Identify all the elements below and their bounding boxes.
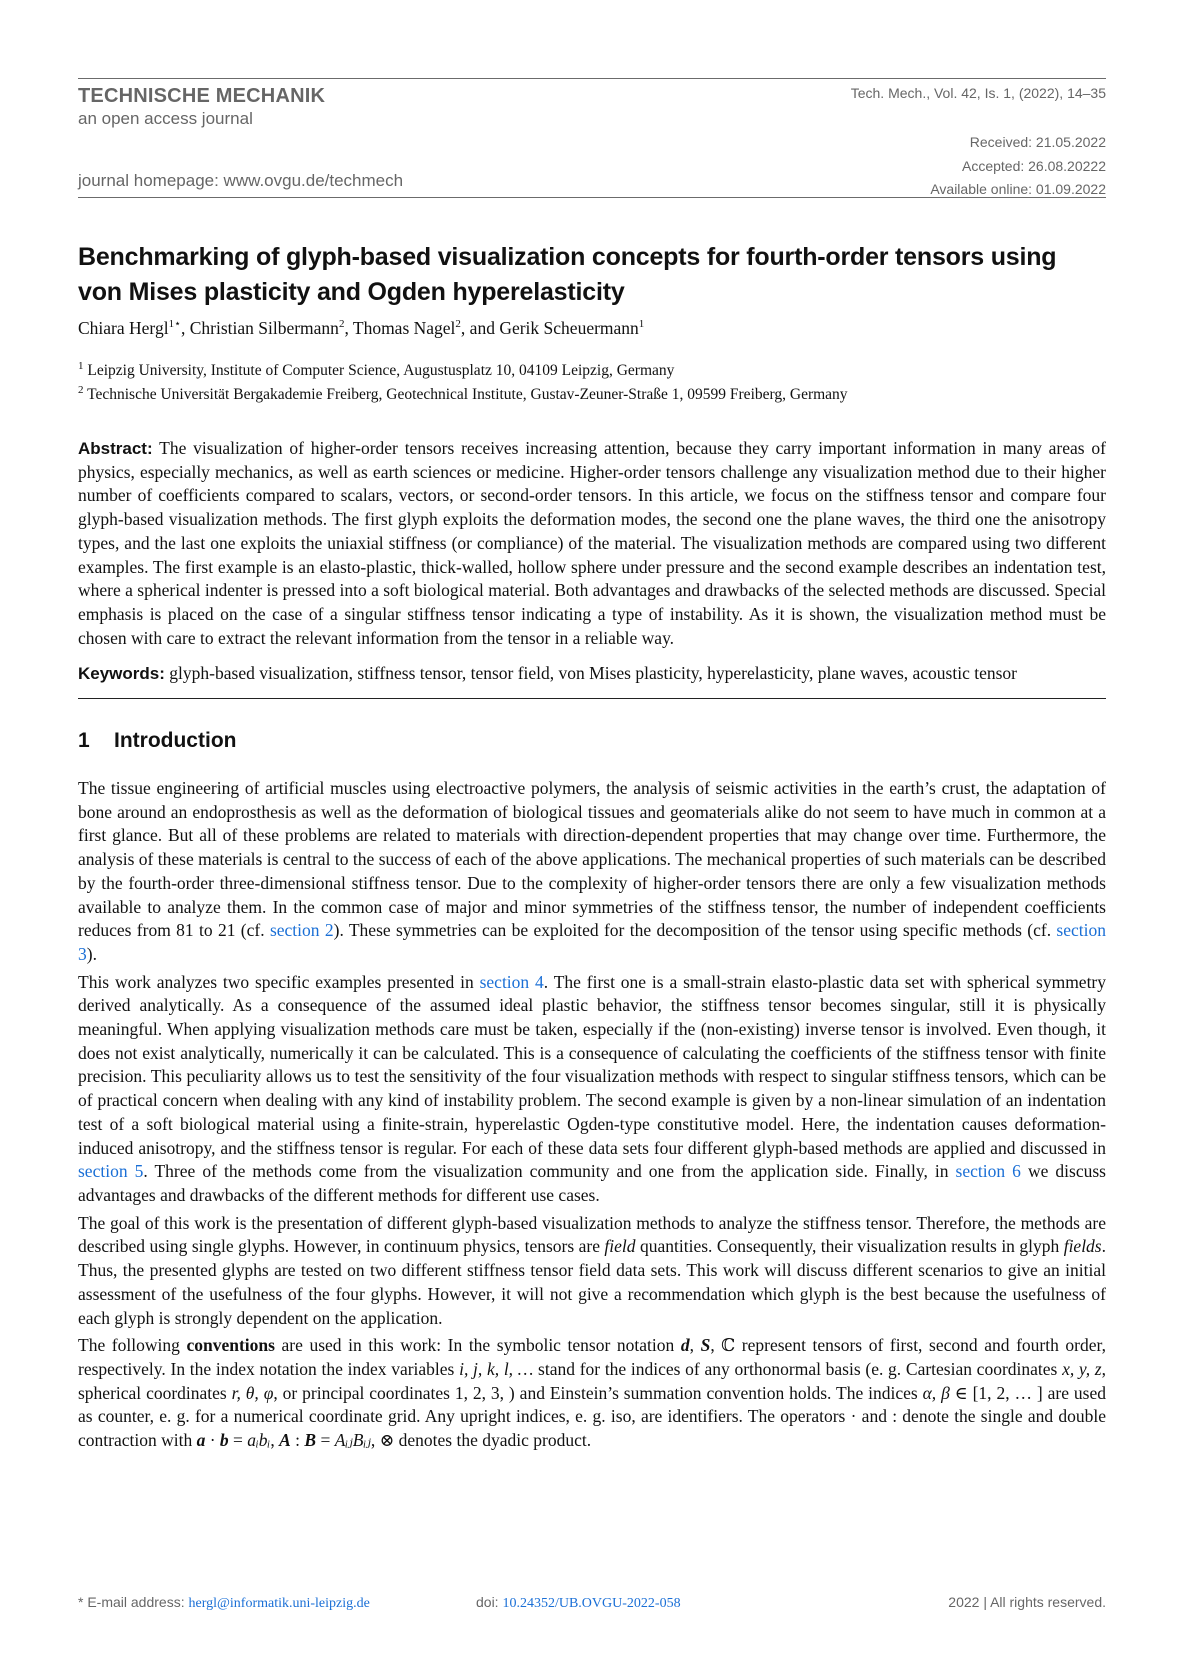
affiliations <box>78 359 1106 407</box>
abstract-text: The visualization of higher-order tensors receives increasing attention, because they carry important information in many areas of physics, especially mechanics, as well as earth sciences or medicine. Higher-order tensors challenge any visualization method due to their higher number of coefficients compared to scalars, vectors, or second-order tensors. In this article, we focus on the stiffness tensor and compare four glyph-based visualization methods. The first glyph exploits the deformation modes, the second one the plane waves, the third one the anisotropy types, and the last one exploits the uniaxial stiffness (or compliance) of the material. The visualization methods are compared using two different examples. The first example is an elasto-plastic, thick-walled, hollow sphere under pressure and the second example describes an indentation test, where a spherical indenter is pressed into a soft biological material. Both advantages and drawbacks of the selected methods are discussed. Special emphasis is placed on the case of a singular stiffness tensor indicating a type of instability. As it is shown, the visualization method must be chosen with care to extract the relevant information from the tensor in a reliable way. <box>78 438 1106 648</box>
section-link[interactable]: section 6 <box>955 1161 1021 1182</box>
email-link[interactable]: hergl@informatik.uni-leipzig.de <box>188 1596 370 1611</box>
abstract <box>78 437 1106 650</box>
section-link[interactable]: section 4 <box>479 971 544 992</box>
received-date: Received: 21.05.2022 <box>969 134 1106 150</box>
available-online-date: Available online: 01.09.2022 <box>930 181 1106 197</box>
section-heading-introduction <box>78 729 1106 753</box>
accepted-date: Accepted: 26.08.20222 <box>961 157 1106 174</box>
article-title: Benchmarking of glyph-based visualization concepts for fourth-order tensors using von Mises plasticity and Ogden hyperelasticity <box>78 243 1057 306</box>
article-page <box>78 78 1106 1453</box>
corresponding-star-icon: ⋆ <box>174 318 181 331</box>
journal-header <box>78 78 1106 198</box>
keywords-text: glyph-based visualization, stiffness tensor, tensor field, von Mises plasticity, hyperelasticity, plane waves, acoustic tensor <box>169 663 1017 684</box>
affiliation: $^2$ Technische Universität Bergakademie Freiberg, Geotechnical Institute, Gustav-Zeuner-Straße 1, 09599 Freiberg, Germany <box>78 383 848 403</box>
footer-email: * E-mail address: hergl@informatik.uni-leipzig.de <box>78 1594 370 1611</box>
section-number: 1 <box>78 729 90 753</box>
author-list: Chiara Hergl$^{1⋆}$, Christian Silbermann$^2$, Thomas Nagel$^2$, and Gerik Scheuermann$^1$ <box>78 318 645 338</box>
paragraph-conventions: The following conventions are used in this work: In the symbolic tensor notation d, S, ℂ represent tensors of first, second and fourth order, respectively. In the index notation the index variables i, j, k, l, … stand for the indices of any orthonormal basis (e. g. Cartesian coordinates x, y, z, spherical coordinates r, θ, φ, or principal coordinates 1, 2, 3, ) and Einstein’s summation convention holds. The indices α, β ∈ [1, 2, … ] are used as counter, e. g. for a numerical coordinate grid. Any upright indices, e. g. iso, are identifiers. The operators · and : denote the single and double contraction with a · b = aᵢbᵢ, A : B = AᵢⱼBᵢⱼ, ⊗ denotes the dyadic product. <box>78 1335 1107 1451</box>
section-title: Introduction <box>114 729 237 753</box>
journal-homepage[interactable]: journal homepage: www.ovgu.de/techmech <box>78 171 404 190</box>
abstract-label: Abstract: <box>78 439 153 458</box>
author-affiliation-mark: 2 <box>455 318 461 331</box>
paragraph: The goal of this work is the presentation of different glyph-based visualization methods to analyze the stiffness tensor. Therefore, the methods are described using single glyphs. However, in continuum physics, tensors are field quantities. Consequently, their visualization results in glyph fields. Thus, the presented glyphs are tested on two different stiffness tensor field data sets. This work will discuss different scenarios to give an initial assessment of the usefulness of the four glyphs. However, it will not give a recommendation which glyph is the best because the usefulness of each glyph is strongly dependent on the application. <box>78 1212 1106 1328</box>
journal-name: TECHNISCHE MECHANIK <box>78 85 326 107</box>
paragraph: This work analyzes two specific examples presented in section 4. The first one is a small-strain elasto-plastic data set with spherical symmetry derived analytically. As a consequence of the assumed ideal plastic behavior, the stiffness tensor becomes singular, still it is physically meaningful. When applying visualization methods care must be taken, especially if the (non-existing) inverse tensor is involved. Even though, it does not exist analytically, numerically it can be calculated. This is a consequence of calculating the coefficients of the stiffness tensor with finite precision. This peculiarity allows us to test the sensitivity of the four visualization methods with respect to singular stiffness tensors, which can be of practical concern when dealing with any kind of instability problem. The second example is given by a non-linear simulation of an indentation test of a soft biological material using a finite-strain, hyperelastic Ogden-type constitutive model. Here, the indentation causes deformation-induced anisotropy, and the stiffness tensor is regular. For each of these data sets four different glyph-based methods are applied and discussed in section 5. Three of the methods come from the visualization community and one from the application side. Finally, in section 6 we discuss advantages and drawbacks of the different methods for different use cases. <box>78 971 1107 1205</box>
affiliation: $^1$ Leipzig University, Institute of Computer Science, Augustusplatz 10, 04109 Leipzig, Germany <box>78 359 675 379</box>
author-affiliation-mark: 2 <box>338 318 345 331</box>
footer-rights: 2022 | All rights reserved. <box>948 1594 1106 1610</box>
section-link[interactable]: section 5 <box>78 1161 144 1182</box>
author-affiliation-mark: 1 <box>638 318 645 331</box>
author-affiliation-mark: 1⋆ <box>168 318 181 331</box>
journal-subtitle: an open access journal <box>78 109 253 128</box>
keywords <box>78 662 1106 699</box>
section-link[interactable]: section 3 <box>78 920 1106 964</box>
paragraph: The tissue engineering of artificial muscles using electroactive polymers, the analysis of seismic activities in the earth’s crust, the adaptation of bone around an endoprosthesis as well as the deformation of biological tissues and geomaterials alike do not seem to have much in common at a first glance. But all of these problems are related to materials with direction-dependent properties that may change over time. Furthermore, the analysis of these materials is central to the success of each of the above applications. The mechanical properties of such materials can be described by the fourth-order three-dimensional stiffness tensor. Due to the complexity of higher-order tensors there are only a few visualization methods available to analyze them. In the common case of major and minor symmetries of the stiffness tensor, the number of independent coefficients reduces from 81 to 21 (cf. section 2). These symmetries can be exploited for the decomposition of the tensor using specific methods (cf. section 3). <box>78 778 1106 964</box>
author: Christian Silbermann <box>189 318 339 338</box>
article-dates <box>930 131 1106 202</box>
author: Chiara Hergl <box>78 318 169 338</box>
emphasis: fields <box>1063 1236 1102 1257</box>
section-link[interactable]: section 2 <box>269 920 334 941</box>
author: Gerik Scheuermann <box>499 318 639 338</box>
citation: Tech. Mech., Vol. 42, Is. 1, (2022), 14–35 <box>850 85 1106 101</box>
emphasis: field <box>604 1236 636 1257</box>
author: Thomas Nagel <box>352 318 456 338</box>
bold-term: conventions <box>186 1335 275 1356</box>
keywords-label: Keywords: <box>78 664 165 684</box>
footer-doi: doi: 10.24352/UB.OVGU-2022-058 <box>476 1594 681 1611</box>
doi-link[interactable]: 10.24352/UB.OVGU-2022-058 <box>502 1596 681 1611</box>
